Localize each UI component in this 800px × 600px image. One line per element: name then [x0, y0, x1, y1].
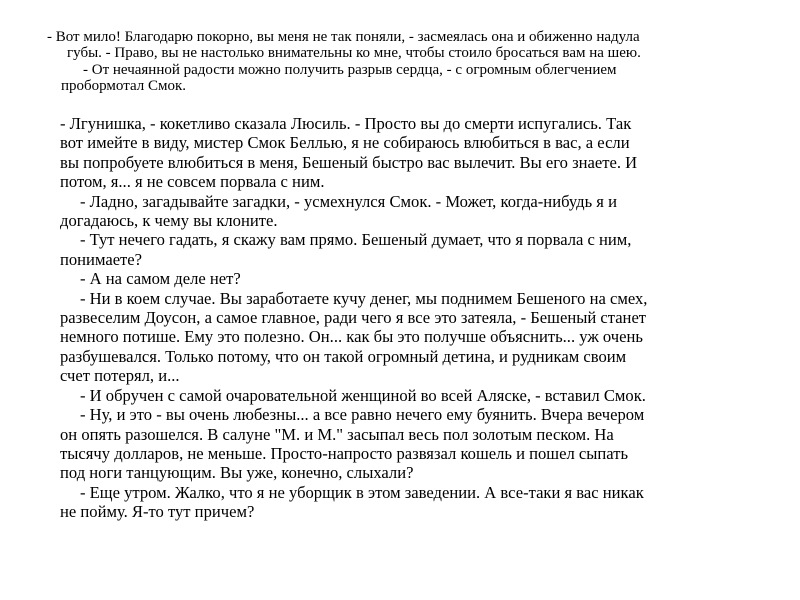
text-line: догадаюсь, к чему вы клоните.	[60, 211, 278, 231]
text-line: - Ладно, загадывайте загадки, - усмехнулся Смок. - Может, когда-нибудь я и	[80, 191, 617, 211]
text-line: - Лгунишка, - кокетливо сказала Люсиль. - Просто вы до смерти испугались. Так	[60, 114, 632, 133]
text-line: он опять разошелся. В салуне "М. и М." засыпал весь пол золотым песком. На	[60, 424, 614, 444]
text-line: потом, я... я не совсем порвала с ним.	[60, 172, 325, 192]
text-line: разбушевался. Только потому, что он такой огромный детина, и рудникам своим	[60, 346, 627, 366]
text-line: вот имейте в виду, мистер Смок Беллью, я не собираюсь влюбиться в вас, а если	[60, 133, 630, 153]
text-line: губы. - Право, вы не настолько внимательны ко мне, чтобы стоило бросаться вам на шею.	[67, 45, 641, 62]
text-line: тысячу долларов, не меньше. Просто-напросто развязал кошель и пошел сыпать	[60, 443, 629, 463]
text-line: не пойму. Я-то тут причем?	[60, 502, 255, 522]
intro-dialogue-block	[47, 29, 759, 95]
text-line: счет потерял, и...	[60, 366, 180, 386]
text-line: - Ни в коем случае. Вы заработаете кучу денег, мы поднимем Бешеного на смех,	[80, 288, 648, 308]
text-line: - И обручен с самой очаровательной женщиной во всей Аляске, - вставил Смок.	[80, 385, 646, 405]
main-dialogue-block	[60, 114, 764, 522]
text-line: немного потише. Ему это полезно. Он... как бы это получше объяснить... уж очень	[60, 327, 643, 347]
text-line: развеселим Доусон, а самое главное, ради чего я все это затеяла, - Бешеный станет	[60, 308, 647, 328]
text-line: - Тут нечего гадать, я скажу вам прямо. Бешеный думает, что я порвала с ним,	[80, 230, 632, 250]
text-line: понимаете?	[60, 249, 143, 269]
text-line: - Еще утром. Жалко, что я не уборщик в этом заведении. А все-таки я вас никак	[80, 482, 644, 502]
text-line: - От нечаянной радости можно получить разрыв сердца, - с огромным облегчением	[83, 61, 617, 78]
text-line: вы попробуете влюбиться в меня, Бешеный быстро вас вылечит. Вы его знаете. И	[60, 152, 638, 172]
text-line: - Вот мило! Благодарю покорно, вы меня не так поняли, - засмеялась она и обиженно надула	[47, 29, 640, 45]
text-line: - Ну, и это - вы очень любезны... а все равно нечего ему буянить. Вчера вечером	[80, 405, 645, 425]
text-line: пробормотал Смок.	[61, 78, 187, 95]
text-line: - А на самом деле нет?	[80, 269, 241, 289]
text-line: под ноги танцующим. Вы уже, конечно, слыхали?	[60, 463, 414, 483]
